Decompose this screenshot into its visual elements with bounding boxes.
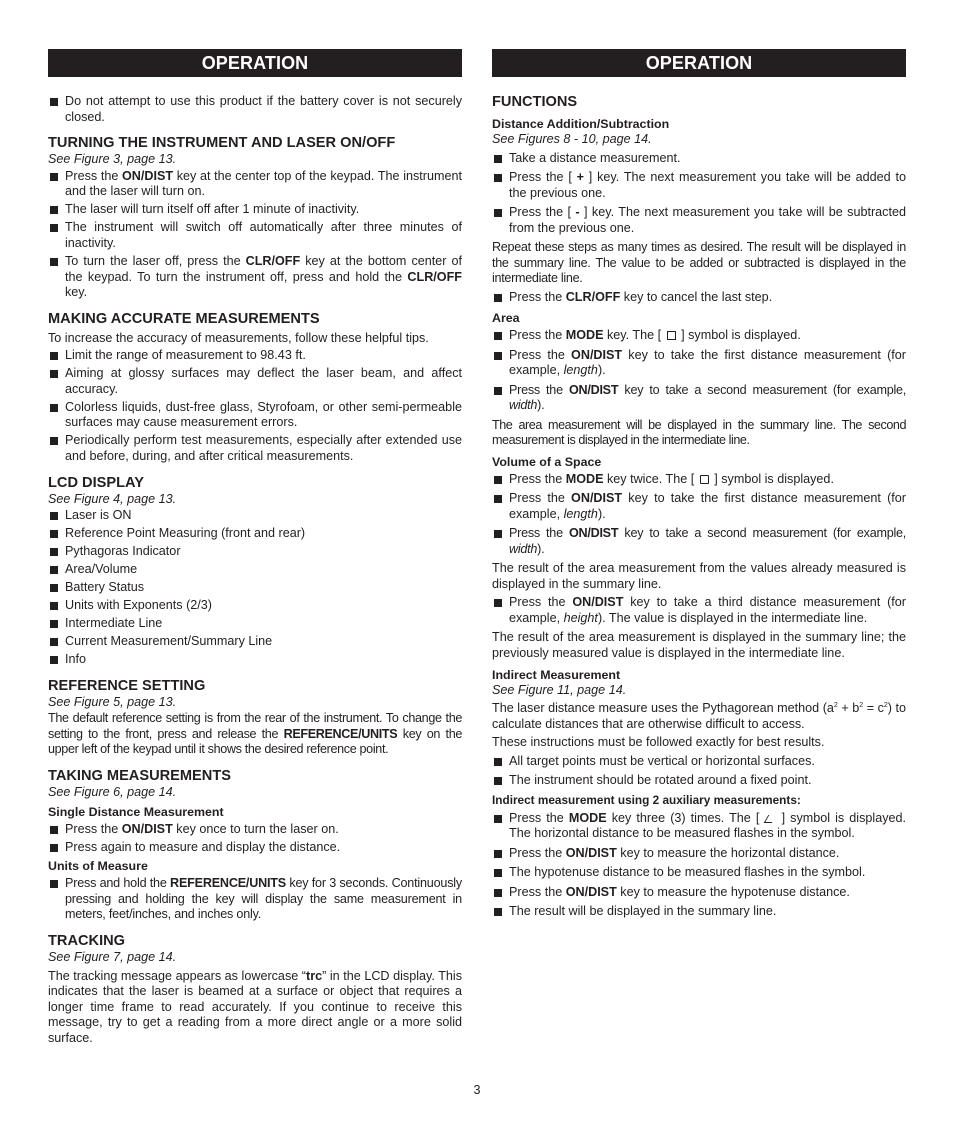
- text: key. The [: [603, 328, 665, 343]
- text: Intermediate Line: [65, 616, 163, 631]
- volume-symbol-icon: [700, 475, 709, 484]
- bullet-icon: [494, 815, 502, 823]
- distance-list-2: [492, 290, 906, 306]
- figure-reference: See Figure 6, page 14.: [48, 785, 177, 800]
- list-item: [48, 544, 462, 560]
- list-item: [48, 433, 462, 464]
- auxiliary-list: [492, 811, 906, 920]
- text: The result will be displayed in the summary line.: [509, 903, 777, 918]
- text: Units with Exponents (2/3): [65, 598, 212, 613]
- list-item: [48, 366, 462, 397]
- bullet-icon: [494, 209, 502, 217]
- key-name: ON/DIST: [571, 347, 623, 362]
- figure-reference: See Figure 5, page 13.: [48, 694, 177, 709]
- list-item: [48, 169, 462, 200]
- text: The laser will turn itself off after 1 minute of inactivity.: [65, 202, 360, 217]
- bullet-icon: [50, 224, 58, 232]
- figure-reference: See Figure 11, page 14.: [492, 682, 627, 697]
- text: Press again to measure and display the distance.: [65, 839, 341, 854]
- figure-reference: See Figures 8 - 10, page 14.: [492, 132, 652, 146]
- paragraph: [48, 711, 462, 758]
- text: ] symbol is displayed.: [677, 328, 801, 343]
- key-name: ON/DIST: [572, 595, 624, 610]
- text: Press the: [509, 595, 573, 610]
- key-name: ON/DIST: [565, 845, 617, 860]
- text: All target points must be vertical or horizontal surfaces.: [509, 753, 815, 768]
- key-name: REFERENCE/UNITS: [283, 726, 398, 741]
- heading-accurate-measurements: MAKING ACCURATE MEASUREMENTS: [48, 310, 320, 327]
- text: The tracking message appears as lowercase “: [48, 968, 307, 983]
- text: Press the: [509, 491, 572, 506]
- volume-list-2: [492, 595, 906, 626]
- bullet-icon: [50, 548, 58, 556]
- right-column: [492, 49, 906, 923]
- bullet-icon: [50, 370, 58, 378]
- subheading-single-distance: Single Distance Measurement: [48, 804, 224, 819]
- text: To turn the laser off, press the: [65, 253, 246, 268]
- list-item: [48, 876, 462, 923]
- list-item: [492, 904, 906, 920]
- list-item: [48, 254, 462, 301]
- list-item: [48, 400, 462, 431]
- list-item: [492, 865, 906, 881]
- key-name: ON/DIST: [568, 526, 619, 541]
- list-item: [492, 472, 906, 488]
- bullet-icon: [50, 566, 58, 574]
- page-number: 3: [473, 1083, 481, 1097]
- text: key to take a second measurement (for example,: [618, 382, 907, 397]
- single-distance-list: [48, 822, 462, 856]
- section-banner-left: OPERATION: [48, 49, 462, 77]
- text: key to take a third distance measurement (for example,: [509, 595, 906, 626]
- area-symbol-icon: [667, 331, 676, 340]
- bullet-icon: [494, 387, 502, 395]
- left-column: [48, 49, 462, 1051]
- heading-functions: FUNCTIONS: [492, 94, 578, 110]
- list-item: [48, 652, 462, 668]
- list-item: [48, 616, 462, 632]
- key-name: CLR/OFF: [565, 289, 621, 304]
- bullet-icon: [494, 869, 502, 877]
- bullet-icon: [494, 530, 502, 538]
- text: width: [509, 398, 538, 413]
- superscript: 2: [859, 702, 864, 709]
- list-item: [48, 822, 462, 838]
- text: Reference Point Measuring (front and rear): [65, 526, 306, 541]
- list-item-text: Do not attempt to use this product if the battery cover is not securely closed.: [65, 94, 462, 124]
- text: ] key. The next measurement you take will be added to the previous one.: [509, 169, 906, 200]
- bullet-icon: [50, 620, 58, 628]
- area-list: [492, 328, 906, 414]
- superscript: 2: [883, 702, 888, 709]
- lcd-display-list: [48, 508, 462, 667]
- key-name: MODE: [568, 810, 607, 825]
- text: Press the: [509, 526, 569, 541]
- bullet-icon: [494, 155, 502, 163]
- figure-reference: See Figure 7, page 14.: [48, 950, 177, 965]
- list-item: [492, 383, 906, 414]
- key-name: REFERENCE/UNITS: [170, 876, 286, 891]
- key-name: ON/DIST: [568, 382, 619, 397]
- key-name: ON/DIST: [121, 821, 173, 836]
- list-item: [48, 348, 462, 364]
- text: key to measure the hypotenuse distance.: [616, 884, 850, 899]
- text: Press the: [509, 471, 566, 486]
- text: ) to calculate distances that are otherwise difficult to access.: [492, 701, 907, 731]
- bullet-icon: [494, 332, 502, 340]
- bullet-icon: [494, 777, 502, 785]
- text: length: [563, 363, 598, 378]
- list-item: [492, 328, 906, 344]
- list-item: [492, 773, 906, 789]
- text: Press the: [509, 845, 566, 860]
- key-name: CLR/OFF: [407, 269, 462, 284]
- paragraph: The area measurement will be displayed in the summary line. The second measurement is displayed in the intermediate line.: [492, 417, 906, 448]
- list-item: [48, 634, 462, 650]
- superscript: 2: [833, 702, 838, 709]
- paragraph: The result of the area measurement from the values already measured is displayed in the summary line.: [492, 561, 906, 591]
- key-name: MODE: [565, 328, 604, 343]
- bullet-icon: [50, 656, 58, 664]
- indirect-list: [492, 754, 906, 789]
- heading-lcd-display: LCD DISPLAY: [48, 474, 144, 491]
- text: Press the: [65, 168, 122, 183]
- text: Press the [: [509, 169, 577, 184]
- intro-list: [48, 94, 462, 125]
- text: ] symbol is displayed.: [710, 471, 834, 486]
- bullet-icon: [494, 850, 502, 858]
- figure-reference: See Figure 4, page 13.: [48, 491, 177, 506]
- text: key to take the first distance measurement (for example,: [509, 347, 906, 378]
- text: Press the: [509, 382, 569, 397]
- turning-on-off-list: [48, 169, 462, 301]
- list-item: [48, 580, 462, 596]
- list-item: [492, 595, 906, 626]
- text: ). The value is displayed in the intermediate line.: [597, 611, 868, 626]
- list-item: [492, 205, 906, 236]
- key-name: trc: [306, 968, 323, 983]
- text: ] key. The next measurement you take will be subtracted from the previous one.: [509, 204, 906, 235]
- text: Press and hold the: [65, 876, 171, 891]
- key-name: CLR/OFF: [245, 253, 301, 268]
- bullet-icon: [50, 98, 58, 106]
- text: Info: [65, 652, 87, 667]
- text: The instrument should be rotated around a fixed point.: [509, 773, 812, 788]
- key-name: +: [576, 169, 584, 184]
- text: Press the: [509, 810, 569, 825]
- text: Press the: [509, 328, 566, 343]
- list-item: [48, 508, 462, 524]
- text: key twice. The [: [603, 471, 698, 486]
- list-item: [48, 562, 462, 578]
- list-item: [48, 526, 462, 542]
- text: key at the bottom center of the keypad. To turn the instrument off, press and hold the: [65, 253, 462, 284]
- paragraph: To increase the accuracy of measurements, follow these helpful tips.: [48, 330, 429, 345]
- text: Battery Status: [65, 580, 145, 595]
- accurate-measurements-list: [48, 348, 462, 464]
- bullet-icon: [50, 352, 58, 360]
- text: The hypotenuse distance to be measured flashes in the symbol.: [509, 865, 866, 880]
- text: Press the: [509, 289, 566, 304]
- units-of-measure-list: [48, 876, 462, 923]
- text: ).: [597, 363, 606, 378]
- text: Press the [: [509, 204, 576, 219]
- text: Aiming at glossy surfaces may deflect the laser beam, and affect accuracy.: [65, 366, 462, 396]
- heading-tracking: TRACKING: [48, 933, 126, 950]
- bullet-icon: [50, 530, 58, 538]
- heading-reference-setting: REFERENCE SETTING: [48, 677, 206, 694]
- subheading-indirect: Indirect Measurement: [492, 667, 621, 682]
- list-item: [492, 885, 906, 901]
- section-banner-right: OPERATION: [492, 49, 906, 77]
- list-item: [492, 811, 906, 842]
- bullet-icon: [494, 908, 502, 916]
- subheading-area: Area: [492, 311, 520, 326]
- text: Press the: [509, 884, 566, 899]
- key-name: ON/DIST: [121, 168, 174, 183]
- key-name: MODE: [565, 471, 604, 486]
- text: + b: [837, 701, 860, 716]
- text: Colorless liquids, dust-free glass, Styrofoam, or other semi-permeable surfaces may cause measurement errors.: [65, 399, 462, 430]
- text: key once to turn the laser on.: [172, 821, 339, 836]
- text: Area/Volume: [65, 562, 138, 577]
- bullet-icon: [50, 437, 58, 445]
- text: The laser distance measure uses the Pythagorean method (a: [492, 701, 834, 716]
- text: Laser is ON: [65, 508, 132, 523]
- bullet-icon: [50, 173, 58, 181]
- list-item: [492, 290, 906, 306]
- text: width: [509, 541, 538, 556]
- bullet-icon: [50, 258, 58, 266]
- text: height: [563, 611, 598, 626]
- text: Periodically perform test measurements, especially after extended use and before, during, and after critical measurements.: [65, 433, 462, 464]
- volume-list: [492, 472, 906, 558]
- text: Limit the range of measurement to 98.43 ft.: [65, 348, 306, 363]
- text: = c: [863, 701, 884, 716]
- bullet-icon: [50, 844, 58, 852]
- heading-taking-measurements: TAKING MEASUREMENTS: [48, 768, 231, 785]
- text: key to take a second measurement (for example,: [618, 526, 907, 541]
- paragraph: [48, 969, 462, 1047]
- text: key on the upper left of the keypad until it shows the desired reference point.: [48, 726, 462, 757]
- text: key to take the first distance measurement (for example,: [509, 491, 906, 521]
- text: ).: [597, 506, 606, 521]
- list-item: [492, 754, 906, 770]
- text: ).: [537, 541, 545, 556]
- text: The default reference setting is from the rear of the instrument. To change the setting to the front, press and release the: [48, 711, 462, 741]
- text: Take a distance measurement.: [509, 150, 681, 165]
- paragraph: Repeat these steps as many times as desired. The result will be displayed in the summary line. The value to be added or subtracted is displayed in the intermediate line.: [492, 239, 906, 286]
- bullet-icon: [494, 174, 502, 182]
- text: Current Measurement/Summary Line: [65, 634, 273, 649]
- text: ).: [537, 398, 545, 413]
- text: key to measure the horizontal distance.: [616, 845, 840, 860]
- key-name: ON/DIST: [565, 884, 617, 899]
- key-name: ON/DIST: [571, 491, 623, 506]
- list-item: [492, 170, 906, 201]
- list-item: [48, 94, 462, 125]
- bullet-icon: [494, 889, 502, 897]
- text: key for 3 seconds. Continuously pressing and holding the key will display the same measurement in meters, feet/inches, and inches only.: [65, 876, 463, 922]
- bullet-icon: [50, 638, 58, 646]
- bullet-icon: [50, 404, 58, 412]
- triangle-symbol-icon: [764, 815, 777, 823]
- text: Press the: [509, 347, 572, 362]
- heading-turning-on-off: TURNING THE INSTRUMENT AND LASER ON/OFF: [48, 135, 396, 152]
- text: Pythagoras Indicator: [65, 544, 181, 559]
- bullet-icon: [50, 206, 58, 214]
- list-item: [492, 846, 906, 862]
- list-item: [492, 491, 906, 522]
- bullet-icon: [494, 758, 502, 766]
- bullet-icon: [50, 880, 58, 888]
- bullet-icon: [494, 294, 502, 302]
- list-item: [492, 151, 906, 167]
- figure-reference: See Figure 3, page 13.: [48, 152, 177, 167]
- bullet-icon: [494, 495, 502, 503]
- subheading-auxiliary: Indirect measurement using 2 auxiliary measurements:: [492, 792, 801, 807]
- text: key three (3) times. The [: [606, 810, 765, 825]
- distance-list: [492, 151, 906, 237]
- paragraph: [492, 701, 906, 732]
- paragraph: These instructions must be followed exactly for best results.: [492, 735, 825, 750]
- text: Press the: [65, 821, 122, 836]
- list-item: [48, 202, 462, 218]
- subheading-distance-add-sub: Distance Addition/Subtraction: [492, 117, 670, 131]
- list-item: [492, 348, 906, 379]
- text: ” in the LCD display. This indicates that the laser is beamed at a surface or object that requires a longer time frame to read accurately. If you continue to receive this message, try to get a reading from a more direct angle or a more solid surface.: [48, 968, 462, 1045]
- bullet-icon: [50, 512, 58, 520]
- text: key to cancel the last step.: [620, 289, 773, 304]
- bullet-icon: [50, 602, 58, 610]
- subheading-volume: Volume of a Space: [492, 454, 602, 469]
- text: length: [563, 506, 598, 521]
- list-item: [492, 526, 906, 557]
- subheading-units-of-measure: Units of Measure: [48, 859, 148, 874]
- list-item: [48, 598, 462, 614]
- bullet-icon: [50, 584, 58, 592]
- bullet-icon: [494, 352, 502, 360]
- text: The instrument will switch off automatically after three minutes of inactivity.: [65, 220, 462, 250]
- bullet-icon: [494, 599, 502, 607]
- text: key.: [65, 285, 88, 300]
- key-name: -: [575, 204, 580, 219]
- text: ] symbol is displayed. The horizontal distance to be measured flashes in the symbol.: [509, 810, 907, 841]
- bullet-icon: [494, 476, 502, 484]
- bullet-icon: [50, 826, 58, 834]
- text: key at the center top of the keypad. The instrument and the laser will turn on.: [65, 168, 462, 199]
- list-item: [48, 840, 462, 856]
- list-item: [48, 220, 462, 251]
- paragraph: The result of the area measurement is displayed in the summary line; the previously measured value is displayed in the intermediate line.: [492, 630, 906, 660]
